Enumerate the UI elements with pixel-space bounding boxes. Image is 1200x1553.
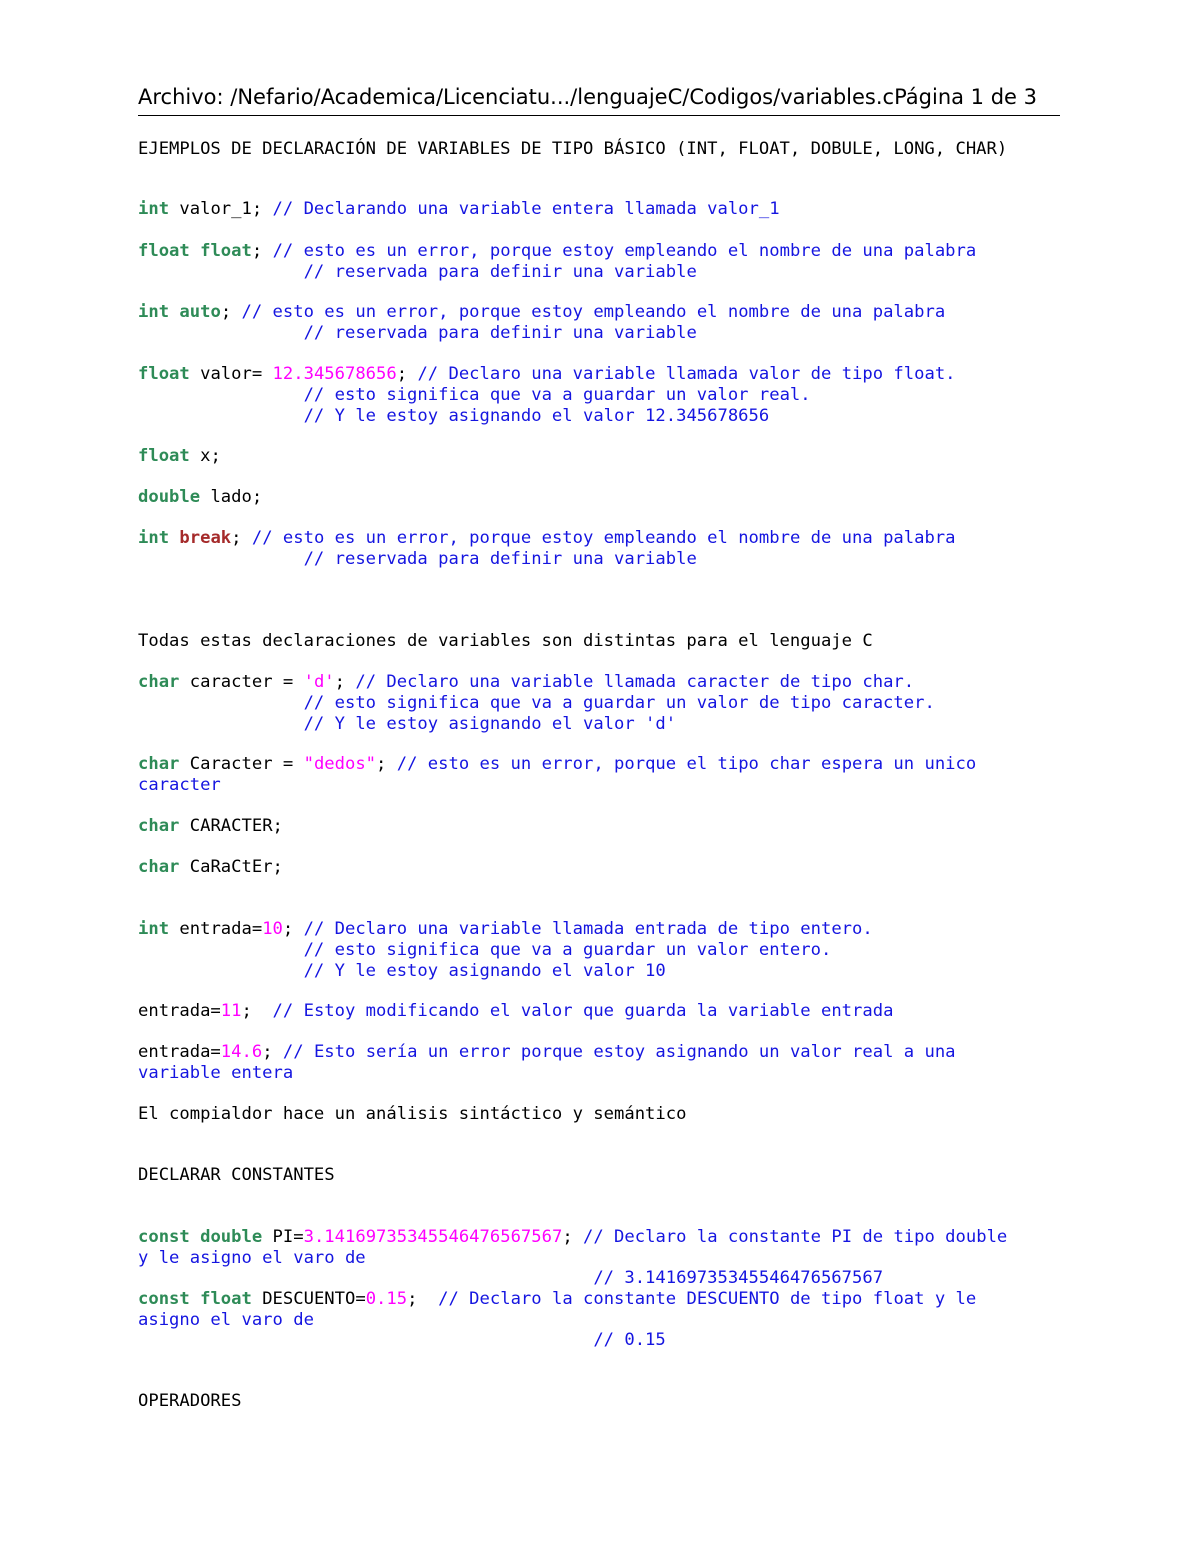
page-number: Página 1 de 3 <box>894 85 1038 109</box>
code-line-l35 <box>138 1329 666 1351</box>
code-line-l18 <box>138 753 976 775</box>
file-header <box>138 82 1060 112</box>
code-line-l08 <box>138 384 811 406</box>
comment: // Declaro una variable llamada valor de tipo float. <box>417 364 956 384</box>
comment: // esto significa que va a guardar un valor entero. <box>303 940 832 960</box>
file-path: Archivo: /Nefario/Academica/Licenciatu.../lenguajeC/Codigos/variables.c <box>138 85 895 109</box>
code-text: ; <box>231 528 252 548</box>
code-line-l15 <box>138 671 914 693</box>
code-line-l14 <box>138 630 873 652</box>
code-text <box>138 940 304 960</box>
code-text: ; <box>334 672 356 692</box>
keyword: int <box>138 528 170 548</box>
code-line-l23 <box>138 939 831 961</box>
code-line-l21 <box>138 856 283 878</box>
code-text: ; <box>407 1289 439 1309</box>
code-text <box>138 385 304 405</box>
code-line-l29 <box>138 1164 335 1186</box>
code-line-l31 <box>138 1247 366 1269</box>
code-line-l32 <box>138 1267 883 1289</box>
code-text <box>169 302 179 322</box>
code-line-l33 <box>138 1288 976 1310</box>
code-line-l26 <box>138 1041 956 1063</box>
code-text: El compialdor hace un análisis sintáctico y semántico <box>138 1104 687 1124</box>
code-line-l36 <box>138 1390 241 1412</box>
code-text <box>138 961 304 981</box>
comment: // reservada para definir una variable <box>303 262 697 282</box>
comment: caracter <box>138 775 221 795</box>
code-line-l09 <box>138 405 769 427</box>
keyword: float <box>138 364 190 384</box>
code-text: caracter = <box>179 672 304 692</box>
code-line-l28 <box>138 1103 686 1125</box>
literal: 12.345678656 <box>272 364 397 384</box>
code-text: Todas estas declaraciones de variables son distintas para el lenguaje C <box>138 631 873 651</box>
code-line-l19 <box>138 774 221 796</box>
code-line-l30 <box>138 1226 1007 1248</box>
literal: 11 <box>220 1001 242 1021</box>
literal: 'd' <box>303 672 335 692</box>
code-line-l12 <box>138 527 956 549</box>
keyword: char <box>138 816 180 836</box>
code-text: valor_1; <box>169 199 273 219</box>
code-text <box>138 323 304 343</box>
code-line-l17 <box>138 713 676 735</box>
code-text: PI= <box>262 1227 304 1247</box>
code-text <box>169 528 179 548</box>
code-text <box>190 1227 200 1247</box>
code-text: entrada= <box>138 1042 221 1062</box>
comment: // Y le estoy asignando el valor 10 <box>303 961 666 981</box>
code-line-l22 <box>138 918 873 940</box>
code-text: valor= <box>189 364 273 384</box>
code-text <box>138 549 304 569</box>
literal: "dedos" <box>303 754 377 774</box>
code-text: ; <box>396 364 418 384</box>
keyword: char <box>138 672 180 692</box>
code-line-l16 <box>138 692 935 714</box>
code-line-l10 <box>138 445 221 467</box>
comment: // Y le estoy asignando el valor 12.345678656 <box>303 406 770 426</box>
code-text: Caracter = <box>179 754 304 774</box>
code-line-l24 <box>138 960 666 982</box>
comment: // Declaro una variable llamada entrada de tipo entero. <box>303 919 873 939</box>
code-text <box>138 1330 593 1350</box>
code-line-l07 <box>138 363 956 385</box>
code-text <box>138 406 304 426</box>
comment: // esto es un error, porque estoy empleando el nombre de una palabra <box>241 302 946 322</box>
code-line-l05 <box>138 301 945 323</box>
header-rule <box>138 115 1060 116</box>
comment: // Esto sería un error porque estoy asignando un valor real a una <box>282 1042 956 1062</box>
code-line-l06 <box>138 322 697 344</box>
comment: // 3.14169735345546476567567 <box>593 1268 884 1288</box>
code-text: EJEMPLOS DE DECLARACIÓN DE VARIABLES DE TIPO BÁSICO (INT, FLOAT, DOBULE, LONG, CHAR) <box>138 139 1008 159</box>
keyword: int <box>138 199 170 219</box>
code-text <box>138 262 304 282</box>
keyword: int <box>138 919 170 939</box>
comment: // Y le estoy asignando el valor 'd' <box>303 714 677 734</box>
comment: // esto es un error, porque el tipo char espera un unico <box>396 754 977 774</box>
code-line-l20 <box>138 815 283 837</box>
comment: // esto es un error, porque estoy empleando el nombre de una palabra <box>251 528 956 548</box>
code-text: ; <box>220 302 242 322</box>
code-text <box>190 1289 200 1309</box>
code-text: CARACTER; <box>179 816 283 836</box>
comment: asigno el varo de <box>138 1310 314 1330</box>
literal: 0.15 <box>365 1289 408 1309</box>
code-line-l02 <box>138 198 780 220</box>
keyword: float <box>200 241 252 261</box>
comment: variable entera <box>138 1063 294 1083</box>
keyword: float <box>138 446 190 466</box>
code-text <box>138 693 304 713</box>
code-line-l27 <box>138 1062 293 1084</box>
code-text: ; <box>241 1001 273 1021</box>
keyword: float <box>200 1289 252 1309</box>
keyword: char <box>138 857 180 877</box>
comment: y le asigno el varo de <box>138 1248 366 1268</box>
keyword: int <box>138 302 170 322</box>
comment: // reservada para definir una variable <box>303 323 697 343</box>
code-text: entrada= <box>169 919 263 939</box>
code-text <box>138 714 304 734</box>
code-text <box>138 1268 593 1288</box>
code-text: DESCUENTO= <box>251 1289 366 1309</box>
code-text: ; <box>562 1227 584 1247</box>
keyword: char <box>138 754 180 774</box>
comment: // Declaro la constante DESCUENTO de tipo float y le <box>438 1289 977 1309</box>
comment: // esto significa que va a guardar un valor real. <box>303 385 811 405</box>
code-line-l25 <box>138 1000 893 1022</box>
code-text: DECLARAR CONSTANTES <box>138 1165 335 1185</box>
code-line-l04 <box>138 261 697 283</box>
code-text: OPERADORES <box>138 1391 242 1411</box>
code-line-l13 <box>138 548 697 570</box>
code-text: entrada= <box>138 1001 221 1021</box>
comment: // Estoy modificando el valor que guarda la variable entrada <box>272 1001 894 1021</box>
keyword: const <box>138 1289 190 1309</box>
code-text: lado; <box>200 487 263 507</box>
keyword: float <box>138 241 190 261</box>
code-text: ; <box>251 241 273 261</box>
code-text: ; <box>262 1042 283 1062</box>
comment: // Declarando una variable entera llamada valor_1 <box>272 199 780 219</box>
code-line-l03 <box>138 240 976 262</box>
code-text: x; <box>189 446 221 466</box>
code-text: ; <box>282 919 304 939</box>
keyword: const <box>138 1227 190 1247</box>
comment: // esto es un error, porque estoy empleando el nombre de una palabra <box>272 241 977 261</box>
keyword: double <box>138 487 201 507</box>
code-text: CaRaCtEr; <box>179 857 283 877</box>
literal: 3.14169735345546476567567 <box>303 1227 563 1247</box>
comment: // 0.15 <box>593 1330 666 1350</box>
keyword: break <box>179 528 232 548</box>
comment: // reservada para definir una variable <box>303 549 697 569</box>
keyword: auto <box>179 302 221 322</box>
code-line-l11 <box>138 486 262 508</box>
comment: // Declaro una variable llamada caracter de tipo char. <box>355 672 915 692</box>
code-text <box>190 241 200 261</box>
literal: 14.6 <box>220 1042 263 1062</box>
keyword: double <box>200 1227 263 1247</box>
code-line-l01 <box>138 138 1007 160</box>
comment: // esto significa que va a guardar un valor de tipo caracter. <box>303 693 935 713</box>
comment: // Declaro la constante PI de tipo double <box>583 1227 1008 1247</box>
code-text: ; <box>376 754 397 774</box>
code-line-l34 <box>138 1309 314 1331</box>
literal: 10 <box>262 919 283 939</box>
